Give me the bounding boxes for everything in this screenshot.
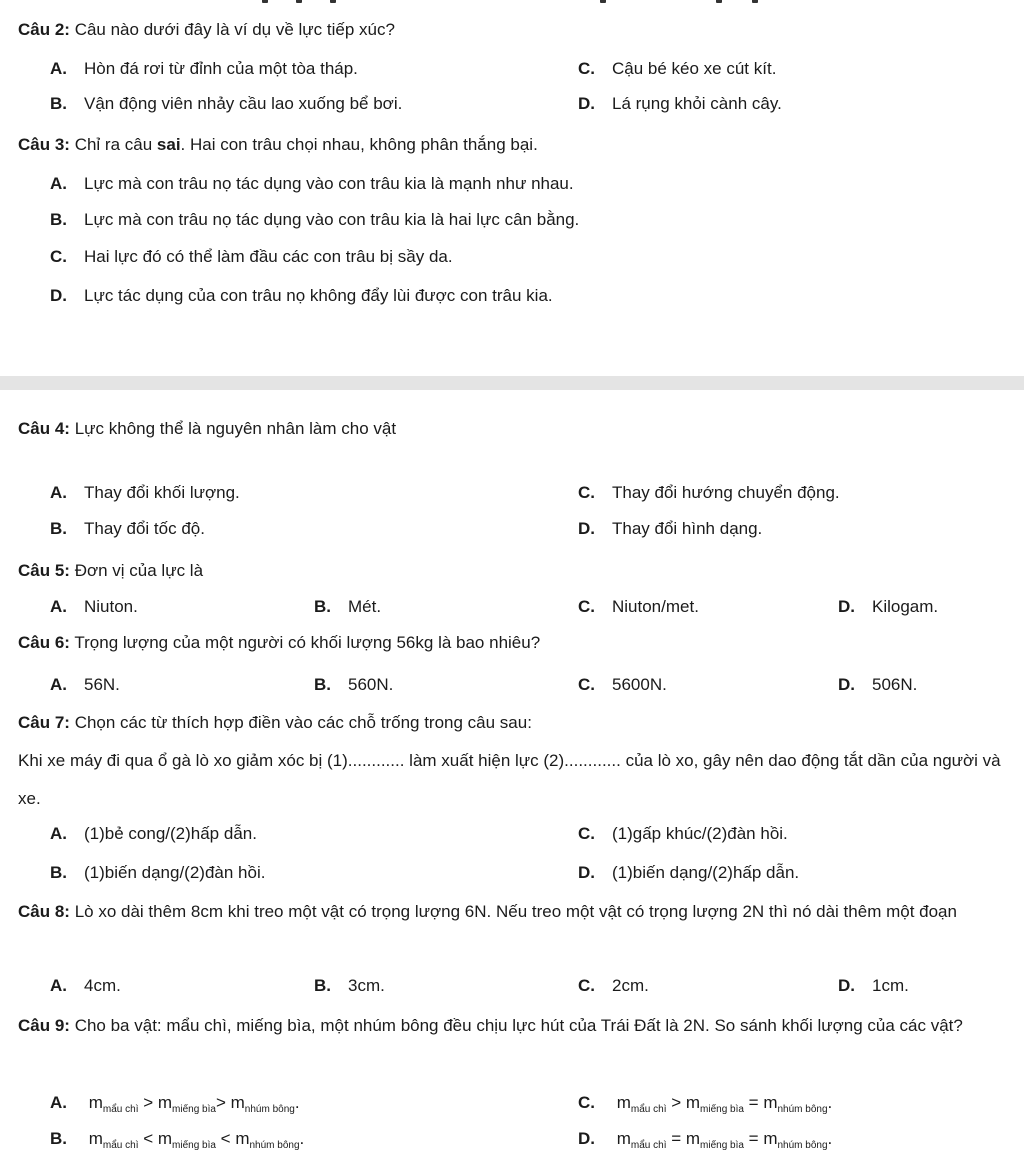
q9-option-b[interactable] xyxy=(50,1128,304,1157)
option-text: Niuton. xyxy=(84,597,138,616)
q9-option-c[interactable] xyxy=(578,1092,832,1121)
cropped-top-edge xyxy=(0,0,1024,6)
option-text: 2cm. xyxy=(612,976,649,995)
q2-option-d[interactable] xyxy=(578,93,782,115)
option-letter: A. xyxy=(50,824,67,843)
option-letter: A. xyxy=(50,1093,67,1112)
q7-option-a[interactable] xyxy=(50,823,257,845)
q8-option-c[interactable] xyxy=(578,975,649,997)
question-number: Câu 9: xyxy=(18,1016,70,1035)
option-text: Mét. xyxy=(348,597,382,616)
q7-option-c[interactable] xyxy=(578,823,788,845)
option-letter: D. xyxy=(578,1129,595,1148)
q3-option-a[interactable] xyxy=(50,173,574,195)
option-letter: A. xyxy=(50,976,67,995)
question-text-rest: . Hai con trâu chọi nhau, không phân thắng bại. xyxy=(180,135,538,154)
option-text: 1cm. xyxy=(872,976,909,995)
option-letter: C. xyxy=(578,675,595,694)
option-formula: $m_{mẩu chì} = m_{miếng bìa} = m_{nhúm bông}$. xyxy=(616,1129,833,1151)
question-6 xyxy=(18,632,540,654)
option-letter: A. xyxy=(50,675,67,694)
q6-option-c[interactable] xyxy=(578,674,667,696)
option-letter: D. xyxy=(578,519,595,538)
option-text: 3cm. xyxy=(348,976,385,995)
q5-option-b[interactable] xyxy=(314,596,381,618)
question-number: Câu 2: xyxy=(18,20,70,39)
option-text: Hai lực đó có thể làm đầu các con trâu bị sầy da. xyxy=(84,247,453,266)
question-4 xyxy=(18,418,396,440)
option-text: Niuton/met. xyxy=(612,597,699,616)
question-number: Câu 4: xyxy=(18,419,70,438)
q7-option-d[interactable] xyxy=(578,862,799,884)
option-letter: C. xyxy=(578,824,595,843)
option-letter: D. xyxy=(838,675,855,694)
option-text: (1)gấp khúc/(2)đàn hồi. xyxy=(612,824,788,843)
option-letter: A. xyxy=(50,483,67,502)
question-text: Cho ba vật: mẩu chì, miếng bìa, một nhúm bông đều chịu lực hút của Trái Đất là 2N. So sánh khối lượng của các vật? xyxy=(69,1016,963,1035)
q8-option-b[interactable] xyxy=(314,975,385,997)
option-text: Lực mà con trâu nọ tác dụng vào con trâu kia là mạnh như nhau. xyxy=(84,174,574,193)
option-letter: B. xyxy=(50,210,67,229)
option-letter: B. xyxy=(314,597,331,616)
option-letter: B. xyxy=(50,1129,67,1148)
option-letter: B. xyxy=(50,94,67,113)
option-text: 560N. xyxy=(348,675,394,694)
q8-option-a[interactable] xyxy=(50,975,121,997)
question-text: Chỉ ra câu xyxy=(69,135,157,154)
question-text: Trọng lượng của một người có khối lượng 56kg là bao nhiêu? xyxy=(69,633,541,652)
question-number: Câu 8: xyxy=(18,902,70,921)
option-text: Kilogam. xyxy=(872,597,939,616)
q2-option-c[interactable] xyxy=(578,58,776,80)
q5-option-a[interactable] xyxy=(50,596,138,618)
option-letter: A. xyxy=(50,174,67,193)
option-text: Thay đổi khối lượng. xyxy=(84,483,240,502)
q4-option-c[interactable] xyxy=(578,482,840,504)
question-5 xyxy=(18,560,203,582)
option-letter: D. xyxy=(578,863,595,882)
option-letter: C. xyxy=(50,247,67,266)
question-7 xyxy=(18,712,532,734)
q8-option-d[interactable] xyxy=(838,975,909,997)
q4-option-b[interactable] xyxy=(50,518,205,540)
option-text: (1)bẻ cong/(2)hấp dẫn. xyxy=(84,824,257,843)
option-letter: B. xyxy=(314,976,331,995)
option-letter: D. xyxy=(838,976,855,995)
option-text: (1)biến dạng/(2)đàn hồi. xyxy=(84,863,266,882)
option-text: Hòn đá rơi từ đỉnh của một tòa tháp. xyxy=(84,59,358,78)
question-text: Lò xo dài thêm 8cm khi treo một vật có trọng lượng 6N. Nếu treo một vật có trọng lượng 2N thì nó dài thêm một đoạn xyxy=(69,902,957,921)
emphasis-word: sai xyxy=(156,135,181,154)
option-text: Cậu bé kéo xe cút kít. xyxy=(612,59,777,78)
option-letter: D. xyxy=(50,286,67,305)
option-formula: $m_{mẩu chì} > m_{miếng bìa}> m_{nhúm bông}$. xyxy=(88,1093,300,1115)
option-letter: B. xyxy=(314,675,331,694)
option-text: Lực tác dụng của con trâu nọ không đẩy lùi được con trâu kia. xyxy=(84,286,553,305)
option-letter: A. xyxy=(50,597,67,616)
question-number: Câu 6: xyxy=(18,633,70,652)
question-8 xyxy=(18,893,1008,931)
option-letter: D. xyxy=(838,597,855,616)
q2-option-a[interactable] xyxy=(50,58,358,80)
q4-option-d[interactable] xyxy=(578,518,762,540)
option-text: 56N. xyxy=(84,675,120,694)
option-letter: C. xyxy=(578,483,595,502)
option-text: (1)biến dạng/(2)hấp dẫn. xyxy=(612,863,800,882)
option-letter: C. xyxy=(578,59,595,78)
question-number: Câu 3: xyxy=(18,135,70,154)
question-number: Câu 7: xyxy=(18,713,70,732)
option-formula: $m_{mẩu chì} > m_{miếng bìa} = m_{nhúm bông}$. xyxy=(616,1093,833,1115)
option-text: 4cm. xyxy=(84,976,121,995)
option-text: 506N. xyxy=(872,675,918,694)
q6-option-d[interactable] xyxy=(838,674,917,696)
option-letter: C. xyxy=(578,597,595,616)
q2-option-b[interactable] xyxy=(50,93,402,115)
q3-option-b[interactable] xyxy=(50,209,579,231)
section-divider xyxy=(0,376,1024,390)
question-3 xyxy=(18,134,538,156)
q7-passage: Khi xe máy đi qua ổ gà lò xo giảm xóc bị (1)............ làm xuất hiện lực (2)............ của lò xo, gây nên dao động tắt dần của người và xe. xyxy=(18,751,1001,808)
option-letter: C. xyxy=(578,1093,595,1112)
option-letter: B. xyxy=(50,863,67,882)
question-number: Câu 5: xyxy=(18,561,70,580)
option-text: Lực mà con trâu nọ tác dụng vào con trâu kia là hai lực cân bằng. xyxy=(84,210,580,229)
option-text: Thay đổi hướng chuyển động. xyxy=(612,483,840,502)
option-formula: $m_{mẩu chì} < m_{miếng bìa} < m_{nhúm bông}$. xyxy=(88,1129,305,1151)
q7-option-b[interactable] xyxy=(50,862,265,884)
option-letter: A. xyxy=(50,59,67,78)
option-letter: C. xyxy=(578,976,595,995)
option-letter: B. xyxy=(50,519,67,538)
option-text: Thay đổi hình dạng. xyxy=(612,519,763,538)
q5-option-c[interactable] xyxy=(578,596,699,618)
q6-option-b[interactable] xyxy=(314,674,393,696)
q5-option-d[interactable] xyxy=(838,596,938,618)
q9-option-d[interactable] xyxy=(578,1128,832,1157)
question-text: Câu nào dưới đây là ví dụ về lực tiếp xúc? xyxy=(69,20,395,39)
question-9 xyxy=(18,1007,1008,1045)
question-text: Chọn các từ thích hợp điền vào các chỗ trống trong câu sau: xyxy=(69,713,532,732)
option-letter: D. xyxy=(578,94,595,113)
q6-option-a[interactable] xyxy=(50,674,120,696)
q3-option-c[interactable] xyxy=(50,246,453,268)
q4-option-a[interactable] xyxy=(50,482,240,504)
option-text: Thay đổi tốc độ. xyxy=(84,519,205,538)
question-2 xyxy=(18,19,395,41)
q3-option-d[interactable] xyxy=(50,285,553,307)
question-text: Lực không thể là nguyên nhân làm cho vật xyxy=(69,419,397,438)
option-text: Lá rụng khỏi cành cây. xyxy=(612,94,782,113)
option-text: 5600N. xyxy=(612,675,667,694)
option-text: Vận động viên nhảy cầu lao xuống bể bơi. xyxy=(84,94,403,113)
q9-option-a[interactable] xyxy=(50,1092,300,1121)
question-text: Đơn vị của lực là xyxy=(69,561,204,580)
